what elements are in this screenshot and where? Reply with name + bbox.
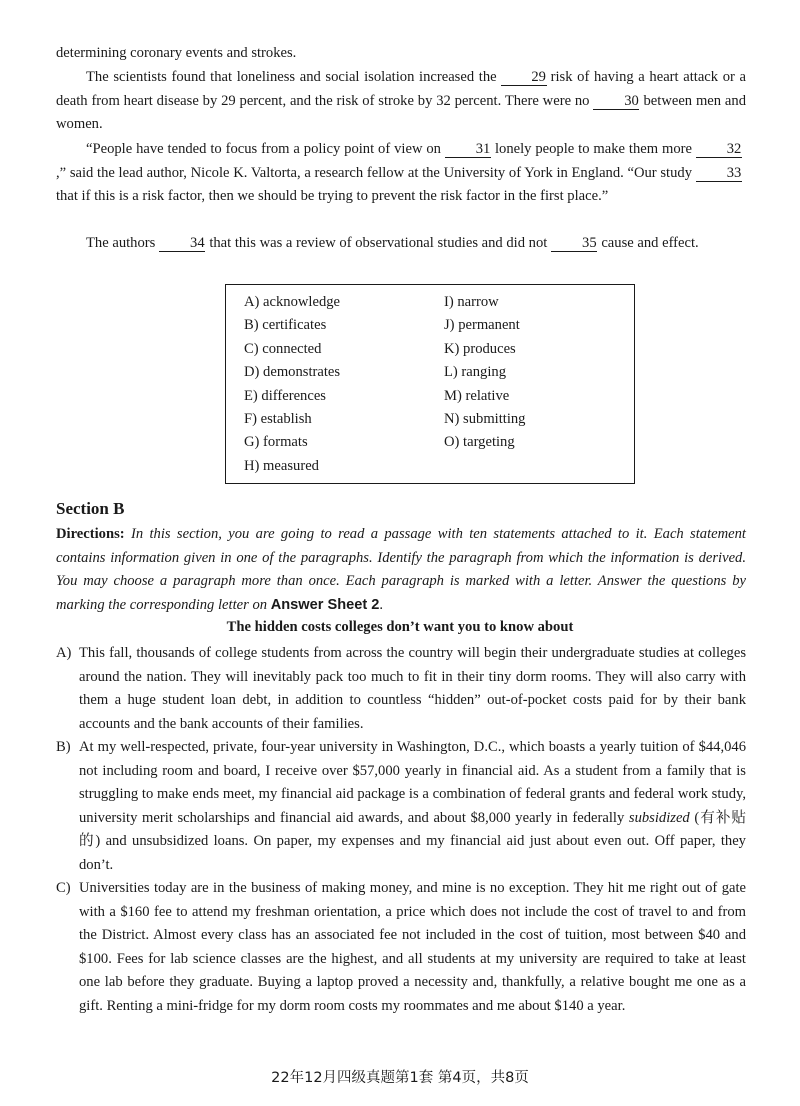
answer-sheet-label: Answer Sheet 2 [270,596,380,613]
chinese-gloss: (有补贴的) [79,809,746,850]
word-option: K) produces [444,340,516,357]
directions-label: Directions: [56,526,125,542]
paragraph-a: A) This fall, thousands of college students from across the country will begin their undergraduate studies at colleges around the nation. They will inevitably pack too much to fit in their tiny dorm rooms. They will also carry with them a huge student loan debt, in addition to countless “hidden” out-of-pocket costs paid for by their bank accounts and the bank accounts of their families. [56,642,746,736]
word-option: O) targeting [444,434,515,451]
paragraph-letter: C) [56,880,71,896]
paragraph-b: B) At my well-respected, private, four-year university in Washington, D.C., which boasts a yearly tuition of $44,046 not including room and board, I receive over $57,000 yearly in financial aid. As a student from a family that is struggling to make ends meet, my financial aid package is a combination of federal grants and federal work study, university merit scholarships and financial aid awards, and about $8,000 yearly in federally subsidized (有补贴的) and unsubsidized loans. On paper, my expenses and my financial aid just about even out. Off paper, they don’t. [56,736,746,878]
word-bank-left-column [244,291,340,478]
blank-31: 31 [445,142,491,158]
passage-continuation-line: determining coronary events and strokes. [56,45,297,61]
page-footer: 22年12月四级真题第1套 第4页，共8页 [271,1070,529,1086]
subsidized-term: subsidized [628,809,690,826]
paragraph-c: C) Universities today are in the business of making money, and mine is no exception. They hit me right out of gate with a $160 fee to attend my freshman orientation, a price which does not include the cost of travel to and from the District. Almost every class has an associated fee not included in the cost of tuition, most between $40 and $100. Fees for lab science classes are the highest, and all students at my university are required to take at least one lab before they graduate. Buying a laptop proved a necessity and, thankfully, a relative bought me one as a gift. Renting a mini-fridge for my dorm room costs my roommates and me about $140 a year. [56,877,746,1019]
section-b-heading: Section B [56,499,125,518]
word-bank-box [225,284,635,484]
section-b-directions: Directions: In this section, you are going to read a passage with ten statements attached to it. Each statement contains information given in one of the paragraphs. Identify the paragraph from which the information is derived. You may choose a paragraph more than once. Each paragraph is marked with a letter. Answer the questions by marking the corresponding letter on Answer Sheet 2. [56,526,746,613]
passage-title: The hidden costs colleges don’t want you to know about [226,619,574,635]
passage-paragraph-2: “People have tended to focus from a policy point of view on 31 lonely people to make them more 32,” said the lead author, Nicole K. Valtorta, a research fellow at the University of York in England. “Our study 33that if this is a risk factor, then we should be trying to prevent the risk factor in the first place.” [56,141,742,205]
blank-35: 35 [551,236,597,252]
word-option: D) demonstrates [244,364,341,381]
passage-paragraph-3: The authors 34 that this was a review of observational studies and did not 35 cause and effect. [86,235,699,251]
blank-30: 30 [593,94,639,110]
word-option: F) establish [244,411,312,428]
blank-34: 34 [159,236,205,252]
word-option: A) acknowledge [244,294,341,310]
paragraph-letter: A) [56,645,72,661]
word-option: E) differences [244,387,326,404]
blank-33: 33 [696,166,742,182]
word-option: H) measured [244,457,319,474]
word-option: G) formats [244,434,308,451]
word-option: N) submitting [444,411,526,428]
word-option: C) connected [244,340,322,357]
paragraph-letter: B) [56,739,71,755]
blank-32: 32 [696,142,742,158]
word-option: L) ranging [444,364,507,381]
word-option: I) narrow [444,294,499,310]
blank-29: 29 [501,70,547,86]
passage-paragraph-1: The scientists found that loneliness and social isolation increased the 29 risk of having a heart attack or a death from heart disease by 29 percent, and the risk of stroke by 32 percent. There were no 30 between men and women. [56,69,747,133]
word-bank-right-column [444,291,525,455]
word-option: B) certificates [244,317,327,334]
word-option: M) relative [444,387,510,404]
word-option: J) permanent [444,317,520,334]
